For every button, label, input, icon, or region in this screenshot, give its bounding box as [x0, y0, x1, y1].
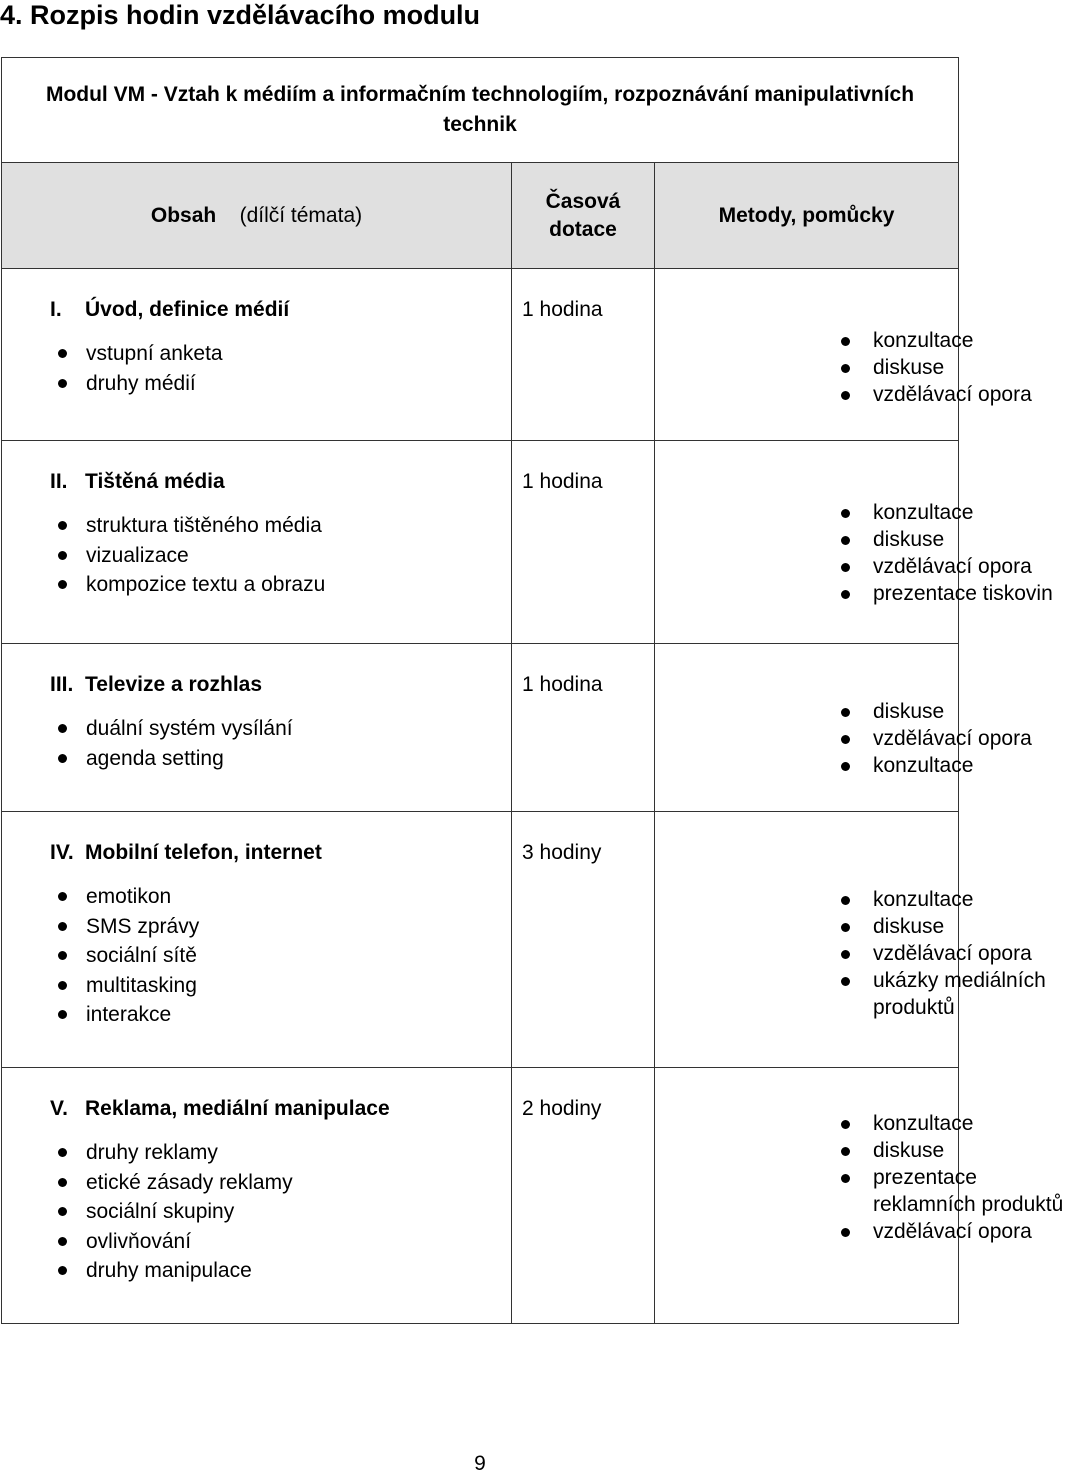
section-topics-cell: [2, 812, 512, 1068]
topic-item: druhy manipulace: [2, 1256, 511, 1286]
section-time-cell: [512, 812, 655, 1068]
page-number: 9: [474, 1452, 486, 1475]
topic-item: duální systém vysílání: [2, 714, 511, 744]
method-list: [873, 886, 1046, 1021]
section-topics-cell: [2, 441, 512, 644]
section-methods-cell: [655, 441, 1053, 644]
topic-list: [2, 511, 511, 600]
section-time: 3 hodiny: [522, 841, 602, 864]
method-item: [655, 1137, 958, 1164]
section-topics-cell: [2, 1068, 512, 1324]
section-time: 1 hodina: [522, 673, 603, 696]
method-label: vzdělávací opora: [873, 555, 1032, 578]
topic-item: etické zásady reklamy: [2, 1168, 511, 1198]
method-label: konzultace: [873, 1112, 974, 1135]
section-methods-cell: [655, 1068, 1064, 1324]
topic-item: emotikon: [2, 882, 511, 912]
section-row: [2, 441, 959, 644]
section-topics-cell: [2, 269, 512, 441]
section-heading: [50, 1094, 511, 1124]
method-item: [655, 940, 1032, 967]
method-item: [655, 580, 1053, 607]
method-label: diskuse: [873, 528, 945, 551]
section-time-cell: [512, 1068, 655, 1324]
topic-item: vizualizace: [2, 541, 511, 571]
section-numeral: V.: [50, 1097, 68, 1120]
method-item: [655, 381, 1032, 408]
section-topics-cell: [2, 644, 512, 812]
header-casova: Časová: [545, 189, 621, 213]
topic-item: interakce: [2, 1000, 511, 1030]
method-label: diskuse: [873, 356, 945, 379]
section-time: 2 hodiny: [522, 1097, 602, 1120]
section-heading: [50, 467, 511, 497]
method-item: [655, 967, 1046, 1021]
topic-list: [2, 714, 511, 773]
method-list: [873, 698, 1032, 779]
section-numeral: IV.: [50, 841, 74, 864]
schedule-table: [1, 57, 1064, 1324]
header-casova-dotace: [512, 163, 655, 269]
section-row: [2, 269, 959, 441]
section-numeral: II.: [50, 470, 68, 493]
method-label: konzultace: [873, 754, 974, 777]
section-heading: [50, 838, 511, 868]
topic-item: SMS zprávy: [2, 912, 511, 942]
method-label: ukázky mediálních produktů: [873, 969, 1046, 1019]
method-item: [655, 354, 958, 381]
section-title: Tištěná média: [85, 470, 225, 493]
topic-item: vstupní anketa: [2, 339, 511, 369]
method-label: vzdělávací opora: [873, 727, 1032, 750]
method-item: [655, 1218, 1032, 1245]
method-label: konzultace: [873, 888, 974, 911]
topic-item: sociální sítě: [2, 941, 511, 971]
section-time-cell: [512, 644, 655, 812]
method-label: vzdělávací opora: [873, 1220, 1032, 1243]
topic-item: agenda setting: [2, 744, 511, 774]
section-numeral: III.: [50, 673, 74, 696]
header-obsah-sub: (dílčí témata): [239, 203, 363, 227]
method-item: [655, 499, 974, 526]
section-row: [2, 812, 959, 1068]
section-title: Reklama, mediální manipulace: [85, 1097, 390, 1120]
method-label: prezentace reklamních produktů: [873, 1166, 1064, 1216]
topic-item: ovlivňování: [2, 1227, 511, 1257]
method-list: [873, 1110, 1064, 1245]
header-dotace: dotace: [549, 217, 617, 241]
topic-item: multitasking: [2, 971, 511, 1001]
method-list: [873, 499, 1053, 607]
topic-list: [2, 1138, 511, 1286]
method-label: vzdělávací opora: [873, 942, 1032, 965]
section-heading: [50, 295, 511, 325]
section-methods-cell: [655, 812, 1046, 1068]
topic-item: druhy reklamy: [2, 1138, 511, 1168]
section-row: [2, 644, 959, 812]
method-item: [655, 553, 1032, 580]
method-label: konzultace: [873, 329, 974, 352]
section-title: Mobilní telefon, internet: [85, 841, 322, 864]
header-metody: Metody, pomůcky: [655, 163, 959, 269]
section-time-cell: [512, 269, 655, 441]
method-label: konzultace: [873, 501, 974, 524]
method-item: [655, 526, 958, 553]
section-time-cell: [512, 441, 655, 644]
module-title-row: [2, 58, 959, 163]
header-obsah-label: Obsah: [150, 203, 217, 227]
method-list: [873, 327, 1032, 408]
method-label: diskuse: [873, 915, 945, 938]
topic-item: struktura tištěného média: [2, 511, 511, 541]
method-item: [655, 725, 1032, 752]
method-item: [655, 913, 958, 940]
section-time: 1 hodina: [522, 298, 603, 321]
topic-item: kompozice textu a obrazu: [2, 570, 511, 600]
header-row: [2, 163, 959, 269]
method-label: diskuse: [873, 700, 945, 723]
section-title: Televize a rozhlas: [85, 673, 263, 696]
section-row: [2, 1068, 959, 1324]
topic-item: druhy médií: [2, 369, 511, 399]
section-time: 1 hodina: [522, 470, 603, 493]
method-label: diskuse: [873, 1139, 945, 1162]
method-item: [655, 698, 958, 725]
method-label: vzdělávací opora: [873, 383, 1032, 406]
method-item: [655, 886, 974, 913]
page-heading: 4. Rozpis hodin vzdělávacího modulu: [0, 0, 481, 30]
module-title: Modul VM - Vztah k médiím a informačním technologiím, rozpoznávání manipulativních technik: [2, 58, 959, 163]
topic-list: [2, 339, 511, 398]
method-item: [655, 752, 974, 779]
method-label: prezentace tiskovin: [873, 582, 1053, 605]
method-item: [655, 1110, 974, 1137]
section-numeral: I.: [50, 298, 62, 321]
topic-item: sociální skupiny: [2, 1197, 511, 1227]
topic-list: [2, 882, 511, 1030]
section-title: Úvod, definice médií: [85, 298, 290, 321]
section-methods-cell: [655, 269, 1032, 441]
header-obsah: [2, 163, 512, 269]
method-item: [655, 1164, 1064, 1218]
section-heading: [50, 670, 511, 700]
section-methods-cell: [655, 644, 1032, 812]
method-item: [655, 327, 974, 354]
